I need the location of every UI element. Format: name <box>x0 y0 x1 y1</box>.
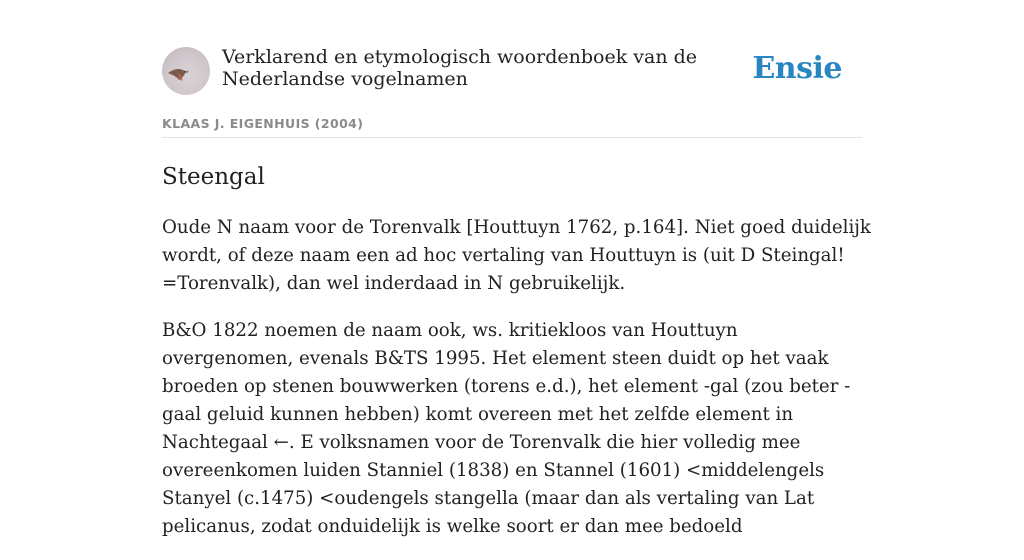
header-divider <box>162 137 862 138</box>
book-title-link[interactable]: Verklarend en etymologisch woordenboek van de Nederlandse vogelnamen <box>222 46 698 90</box>
content-column <box>162 0 871 537</box>
author-link[interactable]: KLAAS J. EIGENHUIS (2004) <box>162 116 364 131</box>
ensie-logo[interactable]: Ensie <box>752 51 842 86</box>
paragraph: B&O 1822 noemen de naam ook, ws. kritiekloos van Houttuyn overgenomen, evenals B&TS 1995. Het element steen duidt op het vaak broeden op stenen bouwwerken (torens e.d.), het element -gal (zou beter -gaal geluid kunnen hebben) komt overeen met het zelfde element in Nachtegaal ←. E volksnamen voor de Torenvalk die hier volledig mee overeenkomen luiden Stanniel (1838) en Stannel (1601) <middelengels Stanyel (c.1475) <oudengels stangella (maar dan als vertaling van Lat pelicanus, zodat onduidelijk is welke soort er dan mee bedoeld <box>162 320 851 537</box>
paragraph: Oude N naam voor de Torenvalk [Houttuyn 1762, p.164]. Niet goed duidelijk wordt, of deze naam een ad hoc vertaling van Houttuyn is (uit D Steingal! =Torenvalk), dan wel inderdaad in N gebruikelijk. <box>162 217 871 294</box>
entry-title: Steengal <box>162 164 265 190</box>
bird-avatar-icon[interactable] <box>162 47 210 95</box>
entry-body <box>162 214 872 560</box>
book-header <box>162 0 862 131</box>
